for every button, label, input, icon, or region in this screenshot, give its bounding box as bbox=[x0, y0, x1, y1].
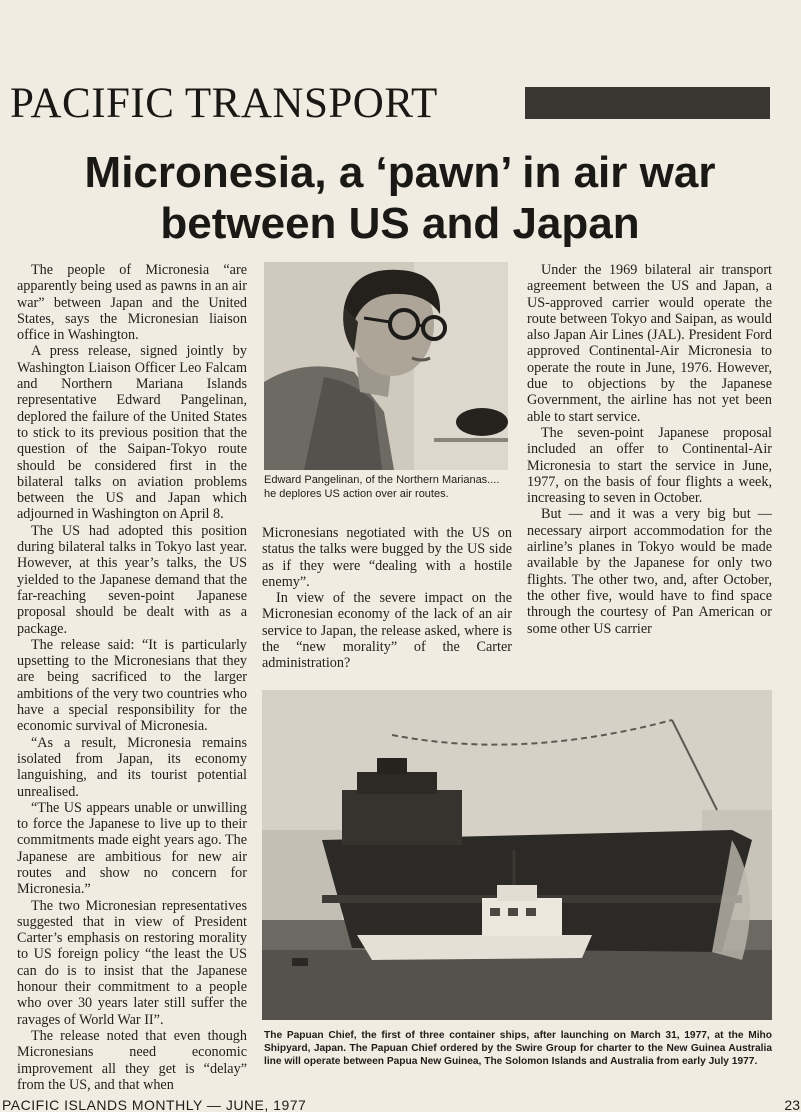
footer-publication: PACIFIC ISLANDS MONTHLY — JUNE, 1977 bbox=[2, 1097, 307, 1112]
paragraph: A press release, signed jointly by Washington Liaison Officer Leo Falcam and Northern Mariana Islands representative Edward Pangelinan, deplored the failure of the United States to stick to its previous position that the question of the Saipan-Tokyo route should be considered first in the bilateral talks on aviation problems between the US and Japan which adjourned in Washington on April 8. bbox=[17, 343, 247, 523]
paragraph: In view of the severe impact on the Micronesian economy of the lack of an air service to Japan, the release asked, where is the “new morality” of the Carter administration? bbox=[262, 590, 512, 672]
paragraph: “As a result, Micronesia remains isolated from Japan, its economy languishing, and its tourist potential unrealised. bbox=[17, 734, 247, 800]
paragraph: Under the 1969 bilateral air transport agreement between the US and Japan, a US-approved carrier would operate the route between Tokyo and Saipan, as would also Japan Air Lines (JAL). President Ford approved Continental-Air Micronesia to operate the route in June, 1976. However, due to objections by the Japanese Government, the airline has not yet been able to start service. bbox=[527, 262, 772, 425]
paragraph: But — and it was a very big but — necessary airport accommodation for the airline’s planes in Tokyo would be made available by the Japanese for only two flights. The other two, and, after October, the other five, would have to find space through the courtesy of Pan American or some other US carrier bbox=[527, 506, 772, 637]
paragraph: “The US appears unable or unwilling to force the Japanese to live up to their commitments made eight years ago. The Japanese are ambitious for new air routes and show no concern for Micronesia.” bbox=[17, 799, 247, 898]
paragraph: The people of Micronesia “are apparently being used as pawns in an air war” between Japan and the United States, says the Micronesian liaison office in Washington. bbox=[17, 262, 247, 344]
paragraph: The two Micronesian representatives suggested that in view of President Carter’s emphasis on restoring morality to US foreign policy “the least the US can do is to insist that the Japanese honour their commitment to a people who over 30 years later still suffer the ravages of World War II”. bbox=[17, 897, 247, 1028]
article-column-3 bbox=[527, 262, 772, 692]
paragraph: The release said: “It is particularly upsetting to the Micronesians that they are being sacrificed to the larger ambitions of the very two countries who have a special responsibility for the economic survival of Micronesia. bbox=[17, 636, 247, 735]
section-title: PACIFIC TRANSPORT bbox=[10, 80, 438, 127]
article-column-1 bbox=[17, 262, 247, 1102]
paragraph: The seven-point Japanese proposal included an offer to Continental-Air Micronesia to start the service in June, 1977, on the basis of four flights a week, increasing to seven in October. bbox=[527, 424, 772, 507]
portrait-caption: Edward Pangelinan, of the Northern Marianas.... he deplores US action over air routes. bbox=[264, 474, 500, 500]
ship-photo bbox=[262, 690, 772, 1020]
paragraph: Micronesians negotiated with the US on status the talks were bugged by the US side as if they were “dealing with a hostile enemy”. bbox=[262, 525, 512, 590]
portrait-photo bbox=[264, 262, 508, 470]
paragraph: The US had adopted this position during bilateral talks in Tokyo last year. However, at this year’s talks, the US yielded to the Japanese demand that the far-reaching seven-point Japanese proposal should be dealt with as a package. bbox=[17, 522, 247, 637]
section-head bbox=[10, 80, 790, 130]
article-column-2 bbox=[262, 525, 512, 695]
page-number: 23 bbox=[784, 1097, 800, 1112]
section-title-bar bbox=[525, 87, 770, 119]
ship-caption: The Papuan Chief, the first of three container ships, after launching on March 31, 1977, at the Miho Shipyard, Japan. The Papuan Chief ordered by the Swire Group for charter to the New Guinea Australia line will operate between Papua New Guinea, The Solomon Islands and Australia from early July 1977. bbox=[264, 1030, 772, 1067]
paragraph: The release noted that even though Micronesians need economic improvement all they get is “delay” from the US, and that when bbox=[17, 1027, 247, 1093]
headline: Micronesia, a ‘pawn’ in air war between US and Japan bbox=[84, 148, 716, 248]
